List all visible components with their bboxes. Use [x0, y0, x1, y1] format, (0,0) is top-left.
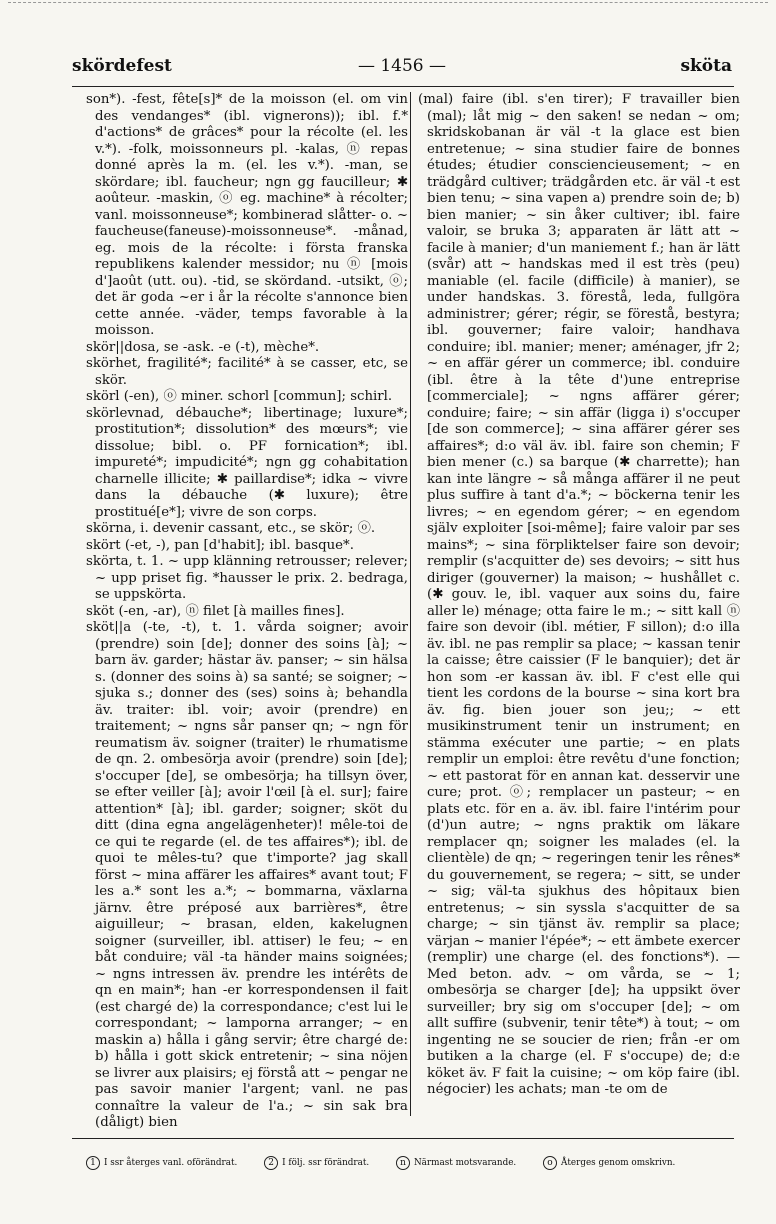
header-left-keyword: skördefest [72, 56, 172, 76]
entry-skorlevnad: skörlevnad, débauche*; libertinage; luxure*; prostitution*; dissolution* des mœurs*; vie dissolue; bibl. o. PF fornication*; ibl. impureté*; impudicité*; ngn gg cohabitation charnelle illicite; ✱ paillardise*; idka ~ vivre dans la débauche (✱ luxure); être prostitué[e*]; vivre de son corps. [86, 405, 408, 520]
footer-rule [72, 1138, 734, 1139]
footnote-mark: 2 [264, 1156, 278, 1170]
footnote [543, 1156, 675, 1170]
page-number: — 1456 — [357, 56, 447, 76]
column-divider [410, 92, 411, 1116]
entry-skorhet: skörhet, fragilité*; facilité* à se casser, etc, se skör. [86, 356, 408, 388]
footnote [264, 1156, 369, 1170]
footnote-mark: o [543, 1156, 557, 1170]
footnote-text: Återges genom omskrivn. [561, 1158, 676, 1168]
header-right-keyword: sköta [680, 56, 732, 76]
footnote-text: I ssr återges vanl. oförändrat. [104, 1158, 238, 1168]
top-dashed-edge [8, 2, 768, 3]
footnote [396, 1156, 516, 1170]
footnote-text: Närmast motsvarande. [413, 1158, 517, 1168]
entry-skorta: skörta, t. 1. ~ upp klänning retrousser; relever; ~ upp priset fig. *hausser le prix. 2. bedraga, se uppskörta. [86, 554, 408, 602]
entry-skordefest: son*). -fest, fête[s]* de la moisson (el. om vin des vendanges* (ibl. vignerons)); ibl. f.* d'actions* de grâces* pour la récolte (el. les v.*). -folk, moissonneurs pl. -kalas, ⓝ repas donné après la m. (el. les v.*). -man, se skördare; ibl. faucheur; ngn gg faucilleur; ✱ aoûteur. -maskin, ⓞ eg. machine* à récolter; vanl. moissonneuse*; kombinerad slåtter- o. ~ faucheuse(faneuse)-moissonneuse*. -månad, eg. mois de la récolte: i första franska republikens kalender messidor; nu ⓝ [mois d']août (utt. ou). -tid, se skördand. -utsikt, ⓞ; det är goda ~er i år la récolte s'annonce bien cette année. -väder, temps favorable à la moisson. [86, 92, 408, 338]
entry-skort: skört (-et, -), pan [d'habit]; ibl. basque*. [86, 537, 354, 553]
footnote [86, 1156, 237, 1170]
footnote-text: I följ. ssr förändrat. [282, 1158, 370, 1168]
footnote-mark: n [396, 1156, 410, 1170]
left-column [86, 92, 408, 1130]
entry-skota: sköt||a (-te, -t), t. 1. vårda soigner; avoir (prendre) soin [de]; donner des soins [à]; ~ barn äv. garder; hästar äv. panser; ~ sin hälsa s. (donner des soins à) sa santé; se soigner; ~ sjuka s.; donner des (ses) soins à; behandla äv. traiter: ibl. voir; avoir (prendre) en traitement; ~ ngns sår panser qn; ~ ngn för reumatism äv. soigner (traiter) le rhumatisme de qn. 2. ombesörja avoir (prendre) soin [de]; s'occuper [de], se ombesörja; ha tillsyn över, se efter veiller [à]; avoir l'œil [à el. sur]; faire attention* [à]; ibl. garder; soigner; sköt du ditt (dina egna angelägenheter)! mêle-toi de ce qui te regarde (el. de tes affaires*); ibl. de quoi te mêles-tu? que t'importe? jag skall först ~ mina affärer les affaires* avant tout; F les a.* sont les a.*; ~ bommarna, växlarna järnv. être préposé aux barrières*, être aiguilleur; ~ brasan, elden, kakelugnen soigner (surveiller, ibl. attiser) le feu; ~ en båt conduire; väl -ta händer mains soignées; ~ ngns intressen äv. prendre les intérêts de qn en main*; han -er korrespondensen il fait (est chargé de) la correspondance; c'est lui le correspondant; ~ lamporna arranger; ~ en maskin a) hålla i gång servir; être chargé de: b) hålla i gott skick entretenir; ~ sina nöjen se livrer aux plaisirs; ej förstå att ~ pengar ne pas savoir manier l'argent; vanl. ne pas connaître la valeur de l'a.; ~ sin sak bra (dåligt) bien [86, 620, 408, 1130]
entry-skota-continued: (mal) faire (ibl. s'en tirer); F travailler bien (mal); låt mig ~ den saken! se nedan ~ om; skridskobanan är väl -t la glace est bien entretenue; ~ sina studier faire de bonnes études; étudier consciencieusement; ~ en trädgård cultiver; trädgården etc. är väl -t est bien tenu; ~ sina vapen a) prendre soin de; b) bien manier; ~ sin åker cultiver; ibl. faire valoir, se bruka 3; apparaten är lätt att ~ facile à manier; d'un maniement f.; han är lätt (svår) att ~ handskas med il est très (peu) maniable (el. facile (difficile) à manier), se under handskas. 3. förestå, leda, fullgöra administrer; gérer; régir, se förestå, bestyra; ibl. gouverner; faire valoir; handhava conduire; ibl. manier; mener; aménager, jfr 2; ~ en affär gérer un commerce; ibl. conduire (ibl. être à la tête d')une entreprise [commerciale]; ~ ngns affärer gérer; conduire; faire; ~ sin affär (ligga i) s'occuper [de son commerce]; ~ sina affärer gérer ses affaires*; d:o väl äv. ibl. faire son chemin; F bien mener (c.) sa barque (✱ charrette); han kan inte längre ~ så många affärer il ne peut plus suffire à tant d'a.*; ~ böckerna tenir les livres; ~ en egendom gérer; ~ en egendom själv exploiter [soi-même]; faire valoir par ses mains*; ~ sina förpliktelser faire son devoir; remplir (s'acquitter de) ses devoirs; ~ sitt hus diriger (gouverner) la maison; ~ hushållet c. (✱ gouv. le, ibl. vaquer aux soins du, faire aller le) ménage; otta faire le m.; ~ sitt kall ⓝ faire son devoir (ibl. métier, F sillon); d:o illa äv. ibl. ne pas remplir sa place; ~ kassan tenir la caisse; être caissier (F le banquier); det är hon som -er kassan äv. ibl. F c'est elle qui tient les cordons de la bourse ~ sina kort bra äv. fig. bien jouer son jeu;; ~ ett musikinstrument tenir un instrument; en stämma exécuter une partie; ~ en plats remplir un emploi: être revêtu d'une fonction; ~ ett pastorat för en annan kat. desservir une cure; prot. ⓞ; remplacer un pasteur; ~ en plats etc. för en a. äv. ibl. faire l'intérim pour (d')un autre; ~ ngns praktik om läkare remplacer qn; soigner les malades (el. la clientèle) de qn; ~ regeringen tenir les rênes* du gouvernement, se regera; ~ sitt, se under ~ sig; väl-ta sjukhus des hôpitaux bien entretenus; ~ sin syssla s'acquitter de sa charge; ~ sin tjänst äv. remplir sa place; värjan ~ manier l'épée*; ~ ett ämbete exercer (remplir) une charge (el. des fonctions*). — Med beton. adv. ~ om vårda, se ~ 1; ombesörja se charger [de]; ha uppsikt över surveiller; bry sig om s'occuper [de]; ~ om allt suffire (subvenir, tenir tête*) à tout; ~ om ingenting ne se soucier de rien; från -er om butiken a la charge (el. F s'occupe) de; d:e köket äv. F fait la cuisine; ~ om köp faire (ibl. négocier) les achats; man -te om de [418, 92, 740, 1097]
entry-skordosa: skör||dosa, se -ask. -e (-t), mèche*. [86, 339, 320, 355]
entry-skot: sköt (-en, -ar), ⓝ filet [à mailles fines]. [86, 603, 345, 619]
right-column [418, 92, 740, 1118]
entry-skorna: skörna, i. devenir cassant, etc., se skör; ⓞ. [86, 521, 376, 536]
footnote-mark: 1 [86, 1156, 100, 1170]
page-header [72, 56, 732, 80]
entry-skorl: skörl (-en), ⓞ miner. schorl [commun]; schirl. [86, 389, 393, 404]
footnotes [86, 1156, 736, 1170]
header-rule [72, 86, 734, 87]
